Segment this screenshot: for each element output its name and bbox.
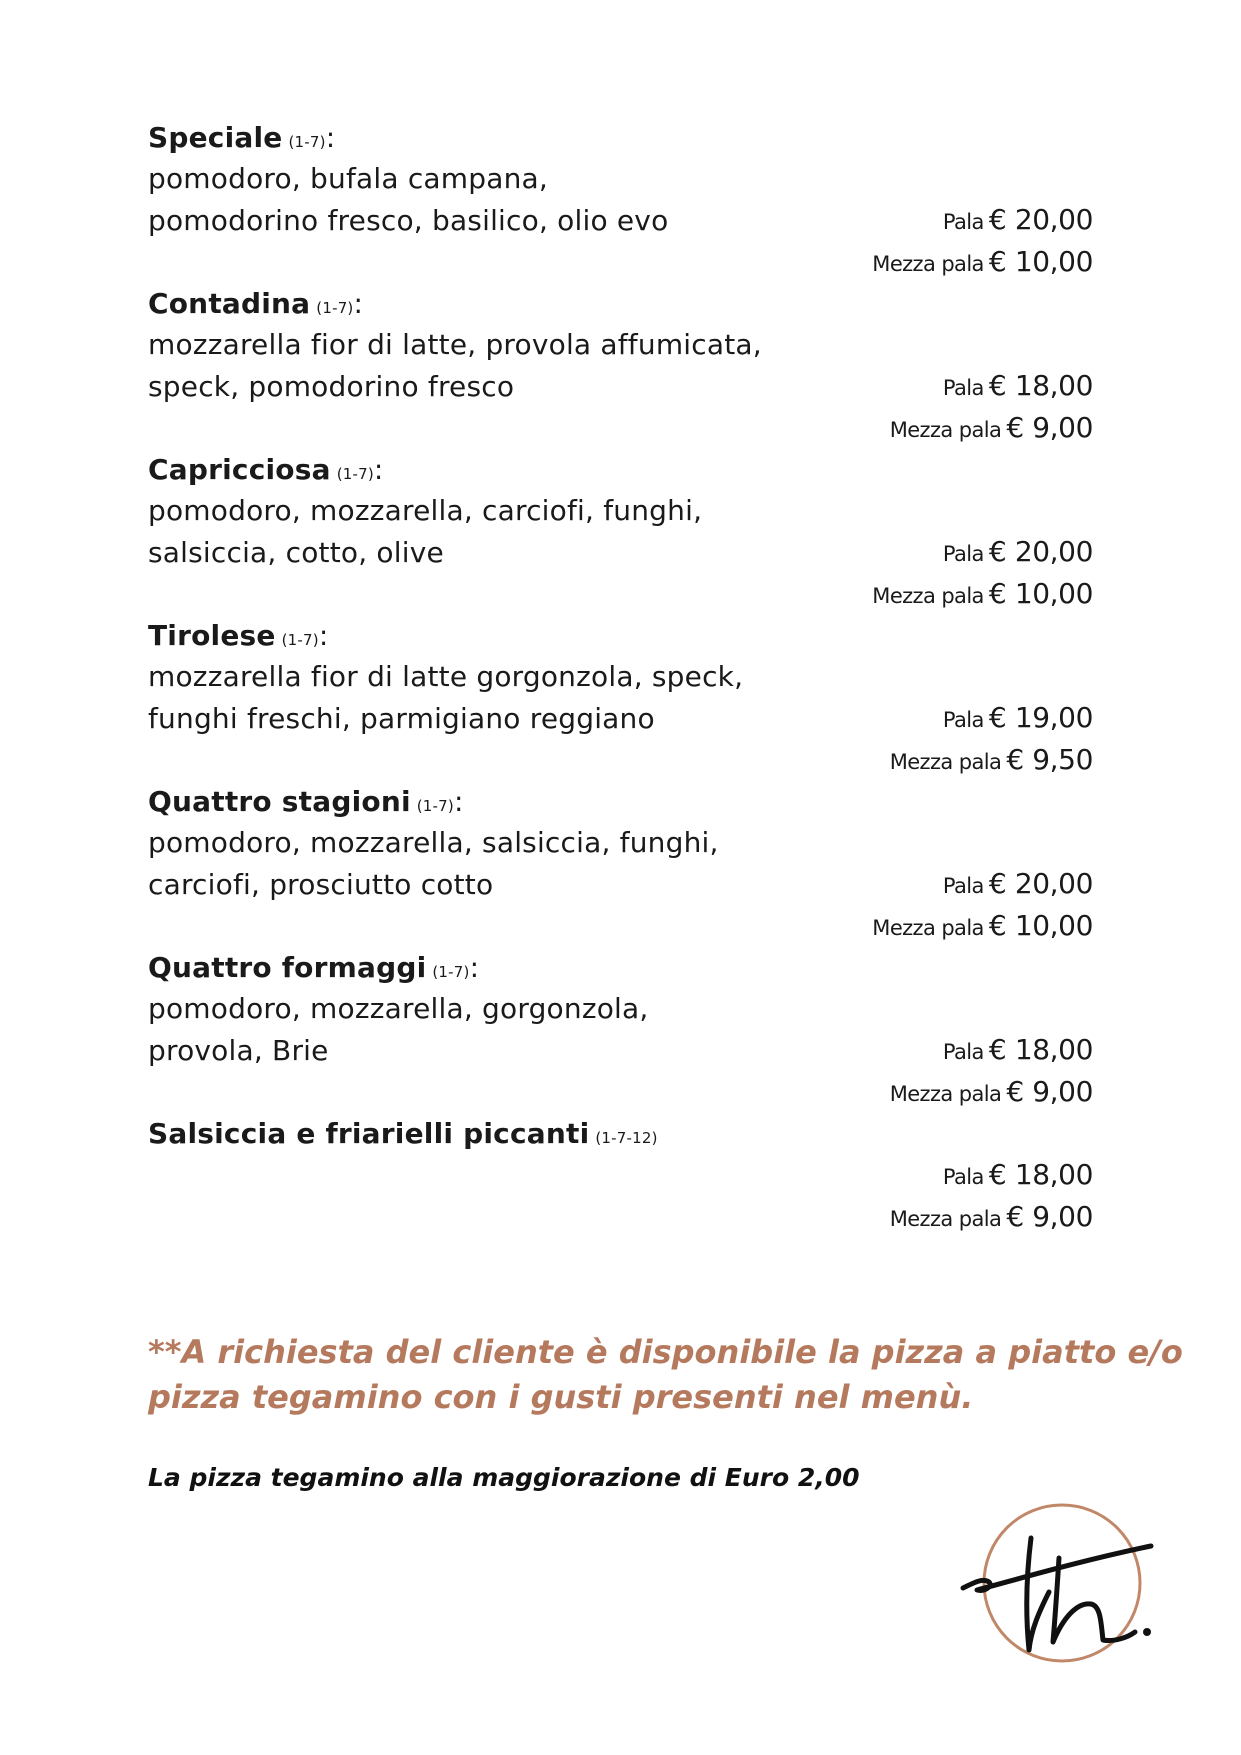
price-full-value: € 18,00 [988,1158,1093,1191]
price-full [943,1030,1093,1074]
price-full [943,366,1093,410]
price-half-value: € 10,00 [988,909,1093,942]
ingredients-line: carciofi, prosciutto cotto [148,868,494,901]
signature-logo-icon [955,1500,1155,1670]
ingredients-line: salsiccia, cotto, olive [148,536,444,569]
price-full-value: € 20,00 [988,203,1093,236]
heading-suffix: : [469,951,480,984]
heading-suffix: : [353,287,364,320]
menu-item-heading [148,449,384,495]
pizza-name: Quattro stagioni [148,785,411,818]
menu-item-heading [148,117,335,163]
pizza-name: Salsiccia e friarielli piccanti [148,1117,590,1150]
ingredients-line: funghi freschi, parmigiano reggiano [148,702,655,735]
logo-signature-stem [1027,1538,1049,1650]
price-full-label: Pala [942,874,984,898]
ingredients-line: speck, pomodorino fresco [148,370,515,403]
pizza-name: Capricciosa [148,453,331,486]
price-full-value: € 18,00 [988,1033,1093,1066]
allergen-codes: (1-7) [432,963,470,981]
menu-item-heading [148,947,479,993]
price-half-value: € 10,00 [988,577,1093,610]
price-half-label: Mezza pala [889,1082,1002,1106]
allergen-codes: (1-7) [336,465,374,483]
ingredients-line: mozzarella fior di latte gorgonzola, speck, [148,660,744,693]
menu-item [148,449,1093,615]
menu-item-heading [148,781,464,827]
notice-line: **A richiesta del cliente è disponibile la pizza a piatto e/o [148,1333,1183,1371]
ingredients-line: pomodoro, mozzarella, salsiccia, funghi, [148,826,719,859]
price-full-label: Pala [942,1040,984,1064]
ingredients-line: mozzarella fior di latte, provola affumicata, [148,328,762,361]
price-half [872,574,1093,618]
heading-suffix: : [325,121,336,154]
allergen-codes: (1-7) [416,797,454,815]
allergen-codes: (1-7-12) [595,1129,658,1147]
allergen-codes: (1-7) [281,631,319,649]
price-half [872,242,1093,286]
menu-item [148,283,1093,449]
heading-suffix: : [373,453,384,486]
price-half-value: € 9,50 [1006,743,1093,776]
menu-item [148,117,1093,283]
logo-signature-dot [1143,1628,1151,1636]
price-half-value: € 10,00 [988,245,1093,278]
price-half-label: Mezza pala [872,916,984,940]
price-half-value: € 9,00 [1006,411,1093,444]
allergen-codes: (1-7) [316,299,354,317]
price-full-label: Pala [942,708,984,732]
price-half-label: Mezza pala [872,584,984,608]
price-full [943,200,1093,244]
notice-line: pizza tegamino con i gusti presenti nel menù. [148,1378,974,1416]
menu-item [148,781,1093,947]
ingredients-line: provola, Brie [148,1034,329,1067]
heading-suffix: : [318,619,329,652]
price-full-label: Pala [942,542,984,566]
price-half-label: Mezza pala [889,1207,1002,1231]
price-full [943,1155,1093,1199]
menu-item [148,615,1093,781]
menu-item [148,1113,1093,1253]
price-half [890,740,1093,784]
price-full-value: € 20,00 [988,535,1093,568]
price-full [943,532,1093,576]
price-half-label: Mezza pala [872,252,984,276]
menu-item-heading [148,615,328,661]
ingredients-line: pomodorino fresco, basilico, olio evo [148,204,669,237]
pizza-name: Contadina [148,287,311,320]
ingredients-line: pomodoro, mozzarella, gorgonzola, [148,992,649,1025]
pizza-menu-list [148,117,1093,1253]
price-half-value: € 9,00 [1006,1075,1093,1108]
price-half [890,408,1093,452]
price-full-value: € 20,00 [988,867,1093,900]
price-half [890,1072,1093,1116]
menu-item-heading [148,283,363,329]
ingredients-line: pomodoro, bufala campana, [148,162,548,195]
pizza-name: Tirolese [148,619,276,652]
ingredients-line: pomodoro, mozzarella, carciofi, funghi, [148,494,703,527]
price-half-label: Mezza pala [889,750,1002,774]
price-half [872,906,1093,950]
surcharge-note: La pizza tegamino alla maggiorazione di Euro 2,00 [148,1463,860,1492]
price-full-label: Pala [942,1165,984,1189]
price-full-value: € 19,00 [988,701,1093,734]
price-half-label: Mezza pala [889,418,1002,442]
allergen-codes: (1-7) [288,133,326,151]
menu-item [148,947,1093,1113]
heading-suffix: : [453,785,464,818]
price-half [890,1197,1093,1241]
price-full [943,864,1093,908]
price-full-label: Pala [942,376,984,400]
availability-notice [148,1330,1183,1420]
pizza-name: Quattro formaggi [148,951,427,984]
price-half-value: € 9,00 [1006,1200,1093,1233]
price-full-label: Pala [942,210,984,234]
logo-signature-h [1053,1558,1135,1642]
menu-item-heading [148,1113,658,1159]
pizza-name: Speciale [148,121,283,154]
price-full [943,698,1093,742]
price-full-value: € 18,00 [988,369,1093,402]
